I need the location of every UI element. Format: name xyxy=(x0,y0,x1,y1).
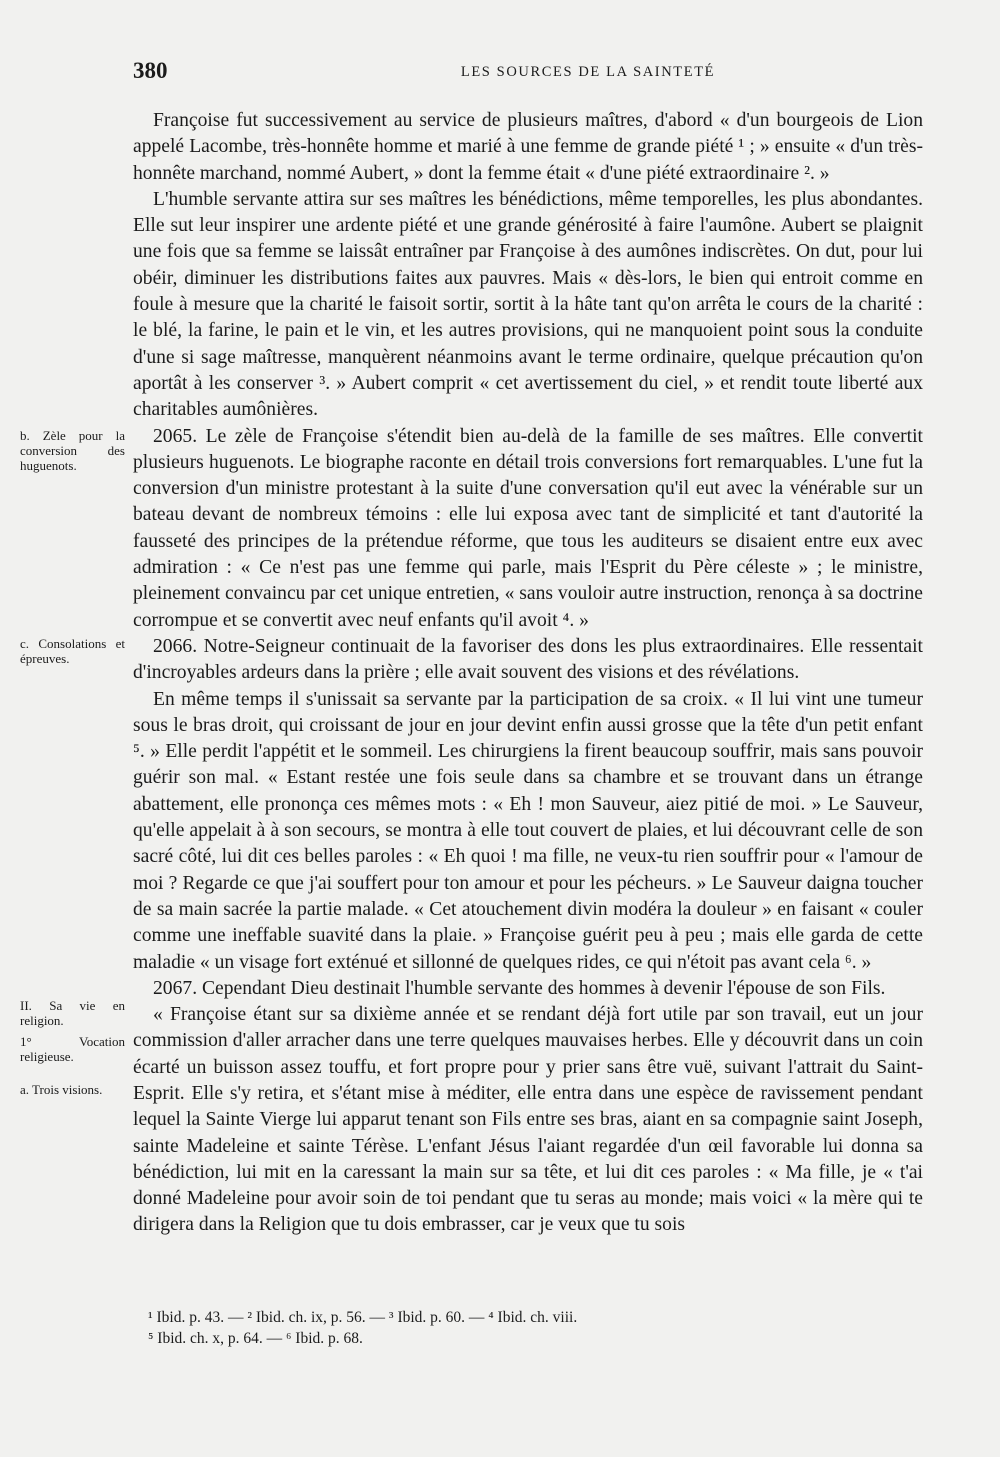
running-title: LES SOURCES DE LA SAINTETÉ xyxy=(460,64,716,80)
margin-note-zele: b. Zèle pour la conversion des huguenots. xyxy=(20,428,125,473)
footnote-line: ⁵ Ibid. ch. x, p. 64. — ⁶ Ibid. p. 68. xyxy=(148,1330,363,1347)
margin-note-trois-visions: a. Trois visions. xyxy=(20,1082,103,1097)
paragraph: « Françoise étant sur sa dixième année et se rendant déjà fort utile par son travail, eut un jour commission d'aller arracher dans une terre quelques mauvaises herbes. Elle y découvrit dans un coin écarté un buisson assez touffu, et fort propre pour y prier sans être vuë, suivant l'attrait du Saint-Esprit. Elle s'y retira, et s'étant mise à méditer, elle entra dans une espèce de ravissement pendant lequel la Sainte Vierge lui apparut tenant son Fils entre ses bras, aiant en sa compagnie saint Joseph, sainte Madeleine et sainte Térèse. L'enfant Jésus l'aiant regardée d'un œil favorable lui donna sa bénédiction, lui mit en la caressant la main sur sa tête, et lui dit ces paroles : « Ma fille, je « t'ai donné Madeleine pour avoir soin de toi pendant que tu seras au monde; mais voici « la mère qui te dirigera dans la Religion que tu dois embrasser, car je veux que tu sois xyxy=(133,1004,923,1236)
paragraph: Françoise fut successivement au service de plusieurs maîtres, d'abord « d'un bourgeois de Lion appelé Lacombe, très-honnête homme et marié à une femme de grande piété ¹ ; » ensuite « d'un très-honnête marchand, nommé Aubert, » dont la femme était « d'une piété extraordinaire ². » xyxy=(133,110,923,184)
paragraph: 2066. Notre-Seigneur continuait de la favoriser des dons les plus extraordinaires. Elle ressentait d'incroyables ardeurs dans la prière ; elle avait souvent des visions et des révélations. xyxy=(133,635,923,684)
main-text xyxy=(133,108,923,1239)
paragraph: 2065. Le zèle de Françoise s'étendit bien au-delà de la famille de ses maîtres. Elle convertit plusieurs huguenots. Le biographe raconte en détail trois conversions fort remarquables. L'une fut la conversion d'un ministre protestant à la suite d'une conversation qu'il eut avec la vénérable sur un bateau devant de nombreux témoins : elle lui exposa avec tant de simplicité et tant d'autorité la fausseté des principes de la prétendue réforme, que tous les auditeurs se disaient entre eux avec admiration : « Ce n'est pas une femme qui parle, mais l'Esprit du Père céleste » ; le ministre, pleinement convaincu par cet unique entretien, « sans vouloir autre instruction, renonça à sa doctrine corrompue et se convertit avec neuf enfants qu'il avoit ⁴. » xyxy=(133,425,923,631)
paragraph: L'humble servante attira sur ses maîtres les bénédictions, même temporelles, les plus abondantes. Elle sut leur inspirer une ardente piété et une grande générosité à faire l'aumône. Aubert se plaignit une fois que sa femme se laissât entraîner par Françoise à des aumônes indiscrètes. On dut, pour lui obéir, diminuer les distributions faites aux pauvres. Mais « dès-lors, le bien qui entroit comme en foule à mesure que la charité le faisoit sortir, sortit à la hâte tant qu'on arrêta le cours de la charité : le blé, la farine, le pain et le vin, et les autres provisions, qui ne manquoient point sous la conduite d'une si sage maîtresse, manquèrent néanmoins avant le terme ordinaire, quelque précaution qu'on aportât à les conserver ³. » Aubert comprit « cet avertissement du ciel, » et rendit toute liberté aux charitables aumônières. xyxy=(133,188,923,421)
margin-note-consolations: c. Consolations et épreuves. xyxy=(20,636,125,666)
footnotes xyxy=(148,1307,868,1349)
page-number: 380 xyxy=(133,58,168,83)
margin-note-vocation: 1° Vocation religieuse. xyxy=(20,1034,125,1064)
page-header xyxy=(133,58,923,88)
margin-note-vie-religion: II. Sa vie en religion. xyxy=(20,998,125,1028)
paragraph: En même temps il s'unissait sa servante par la participation de sa croix. « Il lui vint une tumeur sous le bras droit, qui croissant de jour en jour devint enfin aussi grosse que la tête d'un petit enfant ⁵. » Elle perdit l'appétit et le sommeil. Les chirurgiens la firent beaucoup souffrir, mais sans pouvoir guérir son mal. « Estant restée une fois seule dans sa chambre et se trouvant dans un étrange abattement, elle prononça ces mêmes mots : « Eh ! mon Sauveur, aiez pitié de moi. » Le Sauveur, qu'elle appelait à à son secours, se montra à elle tout couvert de plaies, et lui découvrant celle de son sacré côté, lui dit ces belles paroles : « Eh quoi ! ma fille, ne veux-tu rien souffrir pour « l'amour de moi ? Regarde ce que j'ai souffert pour ton amour et pour les pécheurs. » Le Sauveur daigna toucher de sa main sacrée la partie malade. « Cet atouchement divin modéra la douleur » en faisant « couler comme une ineffable suavité dans la plaie. » Françoise guérit peu à peu ; mais elle garda de cette maladie « un visage fort exténué et sillonné de quelques rides, ce qui n'étoit pas avant cela ⁶. » xyxy=(133,688,923,973)
footnote-line: ¹ Ibid. p. 43. — ² Ibid. ch. ix, p. 56. — ³ Ibid. p. 60. — ⁴ Ibid. ch. viii. xyxy=(148,1309,578,1326)
paragraph: 2067. Cependant Dieu destinait l'humble servante des hommes à devenir l'épouse de son Fils. xyxy=(153,977,886,999)
